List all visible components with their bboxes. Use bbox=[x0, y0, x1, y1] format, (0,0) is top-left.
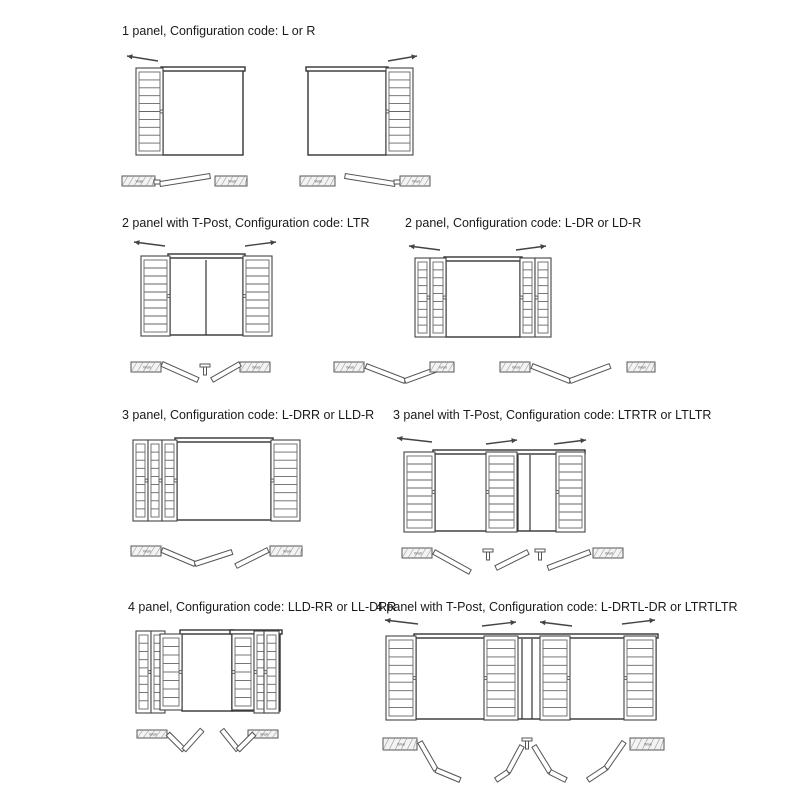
window-header bbox=[161, 67, 245, 71]
wall-label: Wall bbox=[149, 731, 157, 737]
caption-two-panel-tpost: 2 panel with T-Post, Configuration code: LTR bbox=[122, 216, 370, 230]
section-one-panel-left bbox=[122, 54, 247, 186]
wall-label: Wall bbox=[314, 178, 323, 184]
arrow-head bbox=[127, 54, 133, 59]
section-two-panel-bifold bbox=[334, 244, 655, 383]
window-frame bbox=[308, 70, 386, 155]
caption-one-panel: 1 panel, Configuration code: L or R bbox=[122, 24, 316, 38]
plan-leaf bbox=[604, 741, 626, 770]
window-header bbox=[414, 634, 658, 638]
hinge-block bbox=[154, 180, 160, 184]
arrow-head bbox=[411, 54, 417, 59]
window-header bbox=[444, 257, 522, 261]
tpost-stem bbox=[487, 552, 490, 560]
plan-leaf bbox=[161, 362, 199, 383]
wall-label: Wall bbox=[414, 550, 422, 556]
section-one-panel-right bbox=[300, 54, 430, 186]
wall-label: Wall bbox=[283, 548, 291, 554]
window-header bbox=[168, 254, 245, 258]
plan-leaf bbox=[569, 364, 611, 384]
tpost-stem bbox=[526, 741, 529, 749]
plan-leaf bbox=[433, 550, 471, 574]
plan-leaf bbox=[194, 550, 233, 567]
plan-leaf bbox=[182, 728, 204, 751]
caption-three-panel-tpost: 3 panel with T-Post, Configuration code: LTRTR or LTLTR bbox=[393, 408, 712, 422]
wall-label: Wall bbox=[638, 364, 646, 370]
caption-four-panel: 4 panel, Configuration code: LLD-RR or LL-DRR bbox=[128, 600, 397, 614]
window-header bbox=[175, 438, 273, 442]
window-header bbox=[180, 630, 234, 634]
wall-label: Wall bbox=[228, 178, 236, 184]
plan-leaf bbox=[495, 770, 510, 782]
plan-leaf bbox=[506, 745, 524, 773]
plan-leaf bbox=[435, 768, 461, 783]
wall-label: Wall bbox=[512, 364, 520, 370]
plan-leaf bbox=[365, 364, 406, 384]
wall-label: Wall bbox=[143, 364, 151, 370]
caption-two-panel: 2 panel, Configuration code: L-DR or LD-R bbox=[405, 216, 642, 230]
wall-label: Wall bbox=[439, 364, 447, 370]
wall-label: Wall bbox=[135, 178, 144, 184]
window-frame bbox=[416, 637, 656, 719]
plan-leaf bbox=[547, 550, 591, 571]
wall-label: Wall bbox=[143, 548, 151, 554]
plan-leaf bbox=[160, 174, 211, 187]
wall-label: Wall bbox=[397, 741, 405, 747]
plan-leaf bbox=[495, 550, 529, 570]
hinge-block bbox=[394, 180, 400, 184]
window-header bbox=[306, 67, 388, 71]
caption-three-panel: 3 panel, Configuration code: L-DRR or LLD-R bbox=[122, 408, 375, 422]
plan-leaf bbox=[531, 364, 571, 384]
section-three-panel bbox=[131, 438, 302, 568]
window-frame bbox=[446, 260, 520, 337]
wall-label: Wall bbox=[346, 364, 354, 370]
plan-leaf bbox=[587, 766, 608, 782]
section-four-panel-tpost bbox=[383, 618, 664, 782]
wall-label: Wall bbox=[605, 550, 613, 556]
section-three-panel-tpost bbox=[397, 436, 623, 574]
window-frame bbox=[163, 70, 243, 155]
caption-four-panel-tpost: 4 panel with T-Post, Configuration code: L-DRTL-DR or LTRTLTR bbox=[376, 600, 738, 614]
wall-label: Wall bbox=[412, 178, 420, 184]
plan-leaf bbox=[211, 362, 241, 382]
window-frame bbox=[177, 441, 271, 520]
section-two-panel-tpost bbox=[131, 240, 276, 382]
wall-label: Wall bbox=[644, 741, 652, 747]
plan-leaf bbox=[236, 732, 256, 752]
wall-label: Wall bbox=[252, 364, 260, 370]
plan-leaf bbox=[532, 745, 552, 774]
tpost-stem bbox=[204, 367, 207, 375]
plan-leaf bbox=[418, 741, 438, 771]
window-frame bbox=[182, 633, 232, 711]
plan-leaf bbox=[235, 548, 269, 568]
plan-leaf bbox=[549, 770, 567, 782]
plan-leaf bbox=[345, 174, 396, 187]
plan-leaf bbox=[161, 548, 196, 567]
wall-label: Wall bbox=[260, 731, 268, 737]
section-four-panel bbox=[136, 630, 282, 752]
tpost-stem bbox=[539, 552, 542, 560]
